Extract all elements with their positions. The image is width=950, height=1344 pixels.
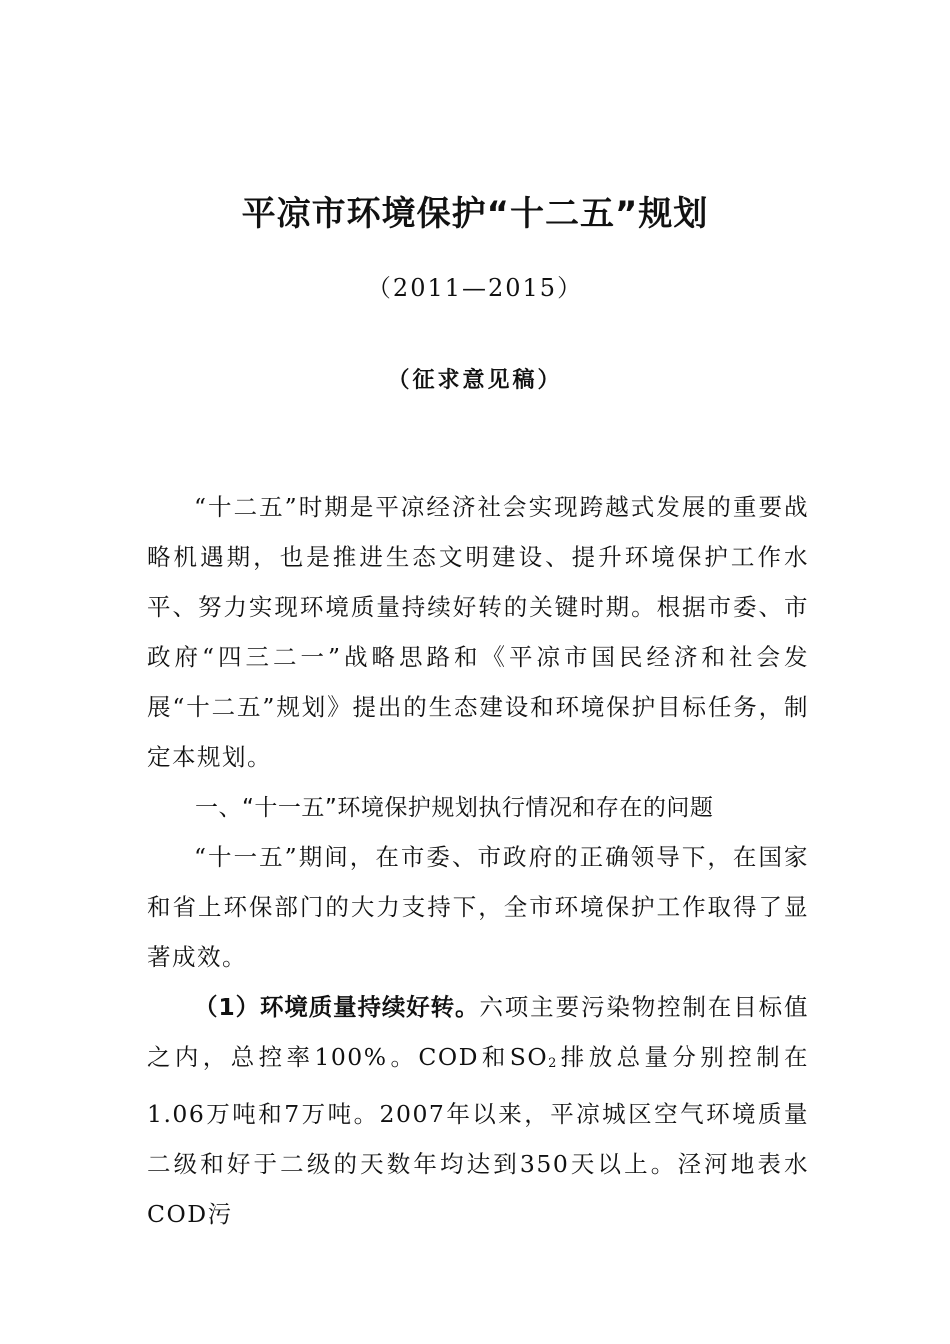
item-1-text-a: 六项主要污染物控制在目标值之内，总控率100%。COD和SO [147,993,809,1071]
intro-paragraph: “十二五”时期是平凉经济社会实现跨越式发展的重要战略机遇期，也是推进生态文明建设、提升环境保护工作水平、努力实现环境质量持续好转的关键时期。根据市委、市政府“四三二一”战略思路和《平凉市国民经济和社会发展“十二五”规划》提出的生态建设和环境保护目标任务，制定本规划。 [147,493,809,771]
item-1-subscript: 2 [548,1056,558,1071]
item-1-text-b: 排放总量分别控制在1.06万吨和7万吨。2007年以来，平凉城区空气环境质量二级和好于二级的天数年均达到350天以上。泾河地表水COD污 [147,1043,809,1228]
item-1-paragraph [147,982,809,1239]
item-1-heading: （1）环境质量持续好转。 [194,993,480,1021]
document-years: （2011—2015） [366,274,584,302]
section-1-heading: 一、“十一五”环境保护规划执行情况和存在的问题 [195,795,714,821]
document-title: 平凉市环境保护“十二五”规划 [241,194,709,234]
section-1-paragraph: “十一五”期间，在市委、市政府的正确领导下，在国家和省上环保部门的大力支持下，全市环境保护工作取得了显著成效。 [147,843,809,971]
draft-label: （征求意见稿） [387,367,563,393]
